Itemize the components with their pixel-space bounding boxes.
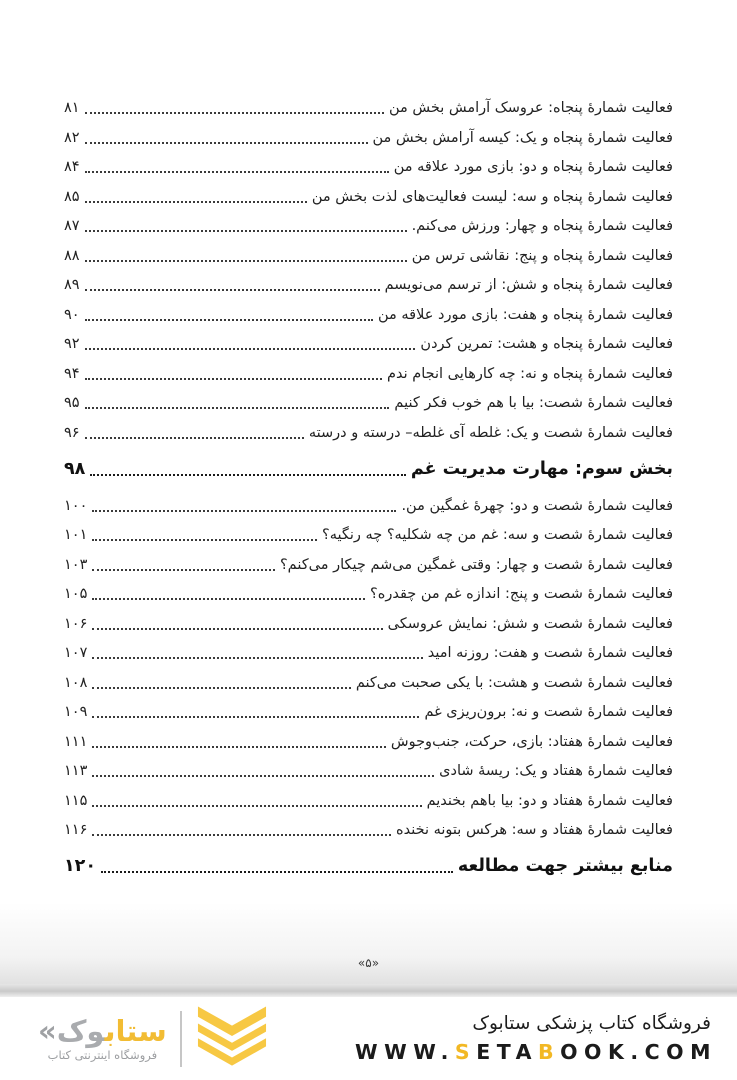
footer-store-info [354,1011,717,1067]
toc-entry-page-number: ۸۹ [64,277,80,293]
toc-entry-page-number: ۸۸ [64,247,80,264]
dotted-leader [92,598,365,600]
toc-entry-row [64,733,673,752]
toc-entry-title: فعالیت شمارۀ پنجاه و پنج: نقاشی ترس من [411,247,673,264]
dotted-leader [85,230,407,232]
dotted-leader [85,201,307,203]
toc-entry-title: فعالیت شمارۀ شصت و چهار: وقتی غمگین می‌شم چیکار می‌کنم؟ [279,556,673,573]
toc-section-row [64,458,673,481]
toc-entry-row [64,188,673,207]
toc-entry-title: فعالیت شمارۀ هفتاد و سه: هرکس بتونه نخنده [396,822,673,838]
toc-entry-title: فعالیت شمارۀ پنجاه: عروسک آرامش بخش من [388,100,673,116]
toc-entry-title: فعالیت شمارۀ پنجاه و هشت: تمرین کردن [420,336,673,352]
toc-entry-title: فعالیت شمارۀ شصت و شش: نمایش عروسکی [387,615,673,632]
toc-entry-row [64,615,673,634]
toc-entry-title: فعالیت شمارۀ پنجاه و شش: از ترسم می‌نویسم [384,277,673,293]
brand-subtitle: فروشگاه اینترنتی کتاب [47,1047,158,1062]
toc-entry-title: فعالیت شمارۀ شصت و پنج: اندازه غم من چقدره؟ [370,586,673,602]
toc-entry-title: فعالیت شمارۀ شصت و یک: غلطه آی غلطه– درسته و درسته [308,424,673,441]
toc-entry-row [64,556,673,575]
toc-entry-page-number: ۱۰۰ [64,497,88,514]
toc-entry-page-number: ۸۱ [64,100,80,116]
toc-entry-row [64,585,673,604]
website-url-segment: B [537,1039,561,1064]
toc-entry-page-number: ۱۱۵ [64,792,88,809]
toc-entry-row [64,762,673,781]
dotted-leader [92,775,434,777]
dotted-leader [85,289,380,291]
toc-entry-row [64,644,673,663]
toc-entry-page-number: ۹۶ [64,424,80,441]
toc-entry-title: فعالیت شمارۀ پنجاه و چهار: ورزش می‌کنم. [411,218,673,234]
dotted-leader [85,319,373,321]
toc-entry-row [64,394,673,413]
toc-entry-row [64,306,673,325]
toc-entry-page-number: ۱۱۱ [64,733,88,750]
dotted-leader [92,510,396,512]
toc-entry-row [64,365,673,384]
toc-entry-title: فعالیت شمارۀ پنجاه و نه: چه کارهایی انجام ندم [387,365,673,382]
dotted-leader [85,407,390,409]
toc-entry-page-number: ۹۴ [64,365,80,382]
toc-entry-row [64,526,673,545]
toc-entry-row [64,703,673,722]
toc-entry-title: فعالیت شمارۀ پنجاه و دو: بازی مورد علاقه من [393,159,673,175]
toc-entry-title: فعالیت شمارۀ پنجاه و سه: لیست فعالیت‌های لذت بخش من [311,188,673,205]
page-number: «۵» [357,956,380,970]
dotted-leader [92,746,386,748]
toc-entry-page-number: ۱۱۶ [64,822,88,838]
toc-entry-page-number: ۱۰۶ [64,615,88,632]
setabook-chevron-icon [195,1006,269,1072]
website-url-segment: ETA [476,1039,538,1064]
toc-entry-page-number: ۱۰۳ [64,556,88,573]
toc-entry-row [64,424,673,443]
toc-entry-title: فعالیت شمارۀ شصت و سه: غم من چه شکلیه؟ چه رنگیه؟ [322,527,673,543]
toc-entry-page-number: ۱۰۹ [64,704,88,720]
website-url-segment: OOK.COM [560,1039,717,1064]
toc-entry-row [64,792,673,811]
toc-entry-row [64,158,673,177]
toc-entry-title: فعالیت شمارۀ شصت و دو: چهرۀ غمگین من. [401,497,673,514]
store-title: فروشگاه کتاب پزشکی ستابوک [472,1012,711,1034]
toc-entry-page-number: ۸۲ [64,129,80,146]
dotted-leader [92,805,421,807]
toc-entry-row [64,335,673,354]
page-edge-shadow [0,984,737,997]
toc-entry-title: فعالیت شمارۀ شصت و هفت: روزنه امید [427,645,673,661]
dotted-leader [92,687,351,689]
toc-entry-page-number: ۸۷ [64,218,80,234]
toc-entry-page-number: ۱۰۸ [64,674,88,691]
website-url-segment: WWW. [354,1039,455,1064]
toc-list [64,99,673,878]
wordmark-guillemet: « [38,1013,57,1048]
dotted-leader [85,378,382,380]
dotted-leader [85,142,368,144]
dotted-leader [85,171,389,173]
toc-entry-title: فعالیت شمارۀ پنجاه و یک: کیسه آرامش بخش من [372,129,673,146]
toc-entry-page-number: ۹۲ [64,336,80,352]
toc-entry-page-number: ۱۱۳ [64,763,88,779]
toc-entry-page-number: ۸۵ [64,188,80,205]
toc-entry-page-number: ۱۰۱ [64,527,88,543]
toc-entry-page-number: ۹۰ [64,306,80,323]
setabook-wordmark [38,1013,167,1048]
dotted-leader [85,260,407,262]
wordmark-main: ستاب [104,1013,167,1048]
toc-entry-row [64,276,673,295]
toc-entry-title: فعالیت شمارۀ شصت و نه: برون‌ریزی غم [424,704,673,720]
dotted-leader [92,539,317,541]
toc-section-row [64,855,673,878]
toc-entry-title: فعالیت شمارۀ هفتاد و یک: ریسۀ شادی [439,763,673,779]
dotted-leader [92,716,419,718]
toc-entry-title: فعالیت شمارۀ هفتاد و دو: بیا باهم بخندیم [426,792,673,809]
toc-entry-page-number: ۱۰۷ [64,645,88,661]
setabook-brand [38,1006,269,1072]
website-url-segment: S [454,1039,477,1064]
dotted-leader [92,628,382,630]
brand-divider [180,1011,182,1067]
dotted-leader [92,569,275,571]
dotted-leader [85,348,416,350]
toc-entry-title: بخش سوم: مهارت مدیریت غم [410,458,673,479]
brand-text-block [38,1013,167,1062]
toc-entry-row [64,217,673,236]
dotted-leader [85,112,384,114]
wordmark-tail: وک [56,1013,105,1048]
footer-banner [0,997,737,1080]
toc-entry-page-number: ۱۰۵ [64,586,88,602]
toc-entry-page-number: ۹۸ [64,458,86,479]
toc-entry-row [64,247,673,266]
toc-entry-row [64,497,673,516]
toc-entry-title: فعالیت شمارۀ هفتاد: بازی، حرکت، جنب‌وجوش [390,733,673,750]
toc-entry-title: فعالیت شمارۀ پنجاه و هفت: بازی مورد علاقه من [377,306,673,323]
toc-entry-title: منابع بیشتر جهت مطالعه [457,856,673,876]
toc-entry-row [64,99,673,118]
toc-entry-row [64,674,673,693]
toc-entry-title: فعالیت شمارۀ شصت و هشت: با یکی صحبت می‌کنم [355,674,673,691]
toc-entry-row [64,821,673,840]
dotted-leader [85,437,304,439]
toc-entry-page-number: ۹۵ [64,395,80,411]
dotted-leader [101,871,453,873]
toc-entry-row [64,129,673,148]
dotted-leader [90,474,406,476]
toc-entry-title: فعالیت شمارۀ شصت: بیا با هم خوب فکر کنیم [394,395,673,411]
dotted-leader [92,834,391,836]
website-url [355,1037,717,1067]
toc-entry-page-number: ۸۴ [64,159,80,175]
dotted-leader [92,657,422,659]
toc-entry-page-number: ۱۲۰ [64,856,97,876]
